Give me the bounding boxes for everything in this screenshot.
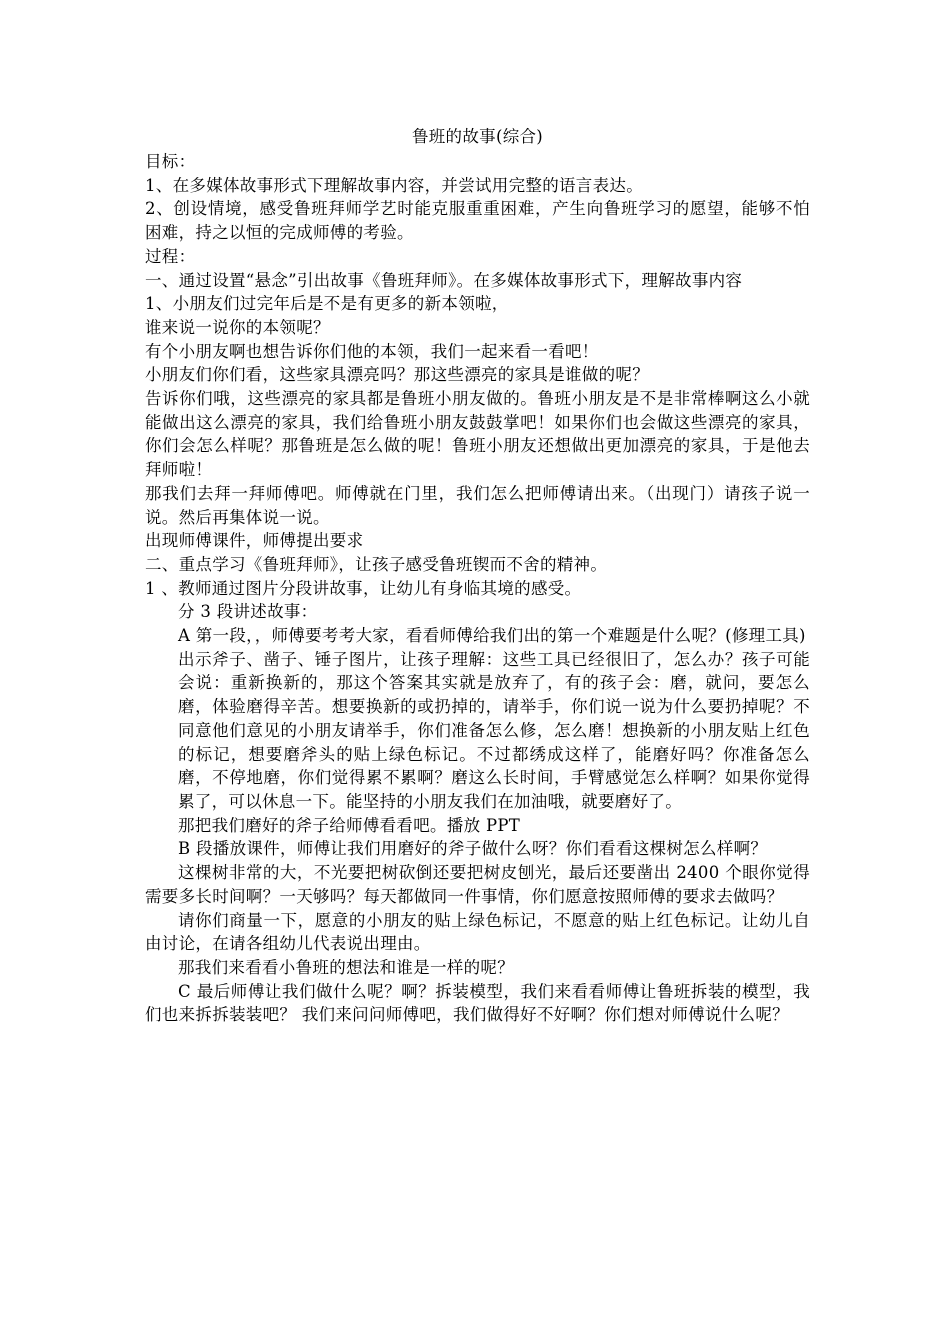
document-title: 鲁班的故事(综合): [411, 127, 544, 146]
paragraph: C 最后师傅让我们做什么呢？啊？拆装模型，我们来看看师傅让鲁班拆装的模型，我们也来拆拆装装吧？ 我们来问问师傅吧，我们做得好不好啊？你们想对师傅说什么呢？: [145, 981, 810, 1025]
paragraph: 小朋友们你们看，这些家具漂亮吗？那这些漂亮的家具是谁做的呢？: [145, 365, 649, 385]
paragraph: 二、重点学习《鲁班拜师》，让孩子感受鲁班锲而不舍的精神。: [145, 554, 608, 574]
paragraph: 这棵树非常的大，不光要把树砍倒还要把树皮刨光，最后还要凿出 2400 个眼你觉得需要多长时间啊？一天够吗？每天都做同一件事情，你们愿意按照师傅的要求去做吗？: [145, 863, 810, 906]
paragraph: 2、创设情境，感受鲁班拜师学艺时能克服重重困难，产生向鲁班学习的愿望，能够不怕困难，持之以恒的完成师傅的考验。: [145, 199, 810, 243]
paragraph: 1、在多媒体故事形式下理解故事内容，并尝试用完整的语言表达。: [145, 175, 643, 195]
paragraph: 分 3 段讲述故事：: [178, 602, 318, 622]
paragraph: 请你们商量一下，愿意的小朋友的贴上绿色标记，不愿意的贴上红色标记。让幼儿自由讨论，在请各组幼儿代表说出理由。: [145, 910, 810, 954]
paragraph: 目标：: [145, 152, 196, 171]
paragraph: 过程：: [145, 246, 196, 266]
paragraph: B 段播放课件，师傅让我们用磨好的斧子做什么呀？你们看看这棵树怎么样啊？: [178, 839, 768, 859]
paragraph: 有个小朋友啊也想告诉你们他的本领，我们一起来看一看吧！: [145, 341, 599, 361]
paragraph: 一、通过设置“悬念”引出故事《鲁班拜师》。在多媒体故事形式下，理解故事内容: [145, 270, 743, 290]
paragraph: 那我们去拜一拜师傅吧。师傅就在门里，我们怎么把师傅请出来。（出现门）请孩子说一说。然后再集体说一说。: [145, 483, 810, 527]
document-body: [145, 124, 810, 1027]
paragraph: 那把我们磨好的斧子给师傅看看吧。播放 PPT: [178, 815, 521, 835]
paragraph: 出示斧子、凿子、锤子图片，让孩子理解：这些工具已经很旧了，怎么办？孩子可能会说：重新换新的，那这个答案其实就是放弃了，有的孩子会：磨，就问，要怎么磨，体验磨得辛苦。想要换新的或扔掉的，请举手，你们说一说为什么要扔掉呢？不同意他们意见的小朋友请举手，你们准备怎么修，怎么磨！想换新的小朋友贴上红色的标记，想要磨斧头的贴上绿色标记。不过都绣成这样了，能磨好吗？你准备怎么磨，不停地磨，你们觉得累不累啊？磨这么长时间，手臂感觉怎么样啊？如果你觉得累了，可以休息一下。能坚持的小朋友我们在加油哦，就要磨好了。: [178, 649, 810, 811]
paragraph: 那我们来看看小鲁班的想法和谁是一样的呢？: [178, 957, 514, 977]
paragraph: A 第一段，，师傅要考考大家，看看师傅给我们出的第一个难题是什么呢？(修理工具): [178, 626, 806, 646]
paragraph: 告诉你们哦，这些漂亮的家具都是鲁班小朋友做的。鲁班小朋友是不是非常棒啊这么小就能做出这么漂亮的家具，我们给鲁班小朋友鼓鼓掌吧！如果你们也会做这些漂亮的家具，你们会怎么样呢？那鲁班是怎么做的呢！鲁班小朋友还想做出更加漂亮的家具，于是他去拜师啦！: [145, 389, 810, 480]
paragraph: 1、小朋友们过完年后是不是有更多的新本领啦，: [145, 294, 509, 314]
paragraph-list: [145, 150, 810, 1027]
paragraph: 出现师傅课件，师傅提出要求: [145, 531, 364, 551]
paragraph: 谁来说一说你的本领呢？: [145, 317, 330, 337]
paragraph: 1 、教师通过图片分段讲故事，让幼儿有身临其境的感受。: [145, 578, 582, 598]
